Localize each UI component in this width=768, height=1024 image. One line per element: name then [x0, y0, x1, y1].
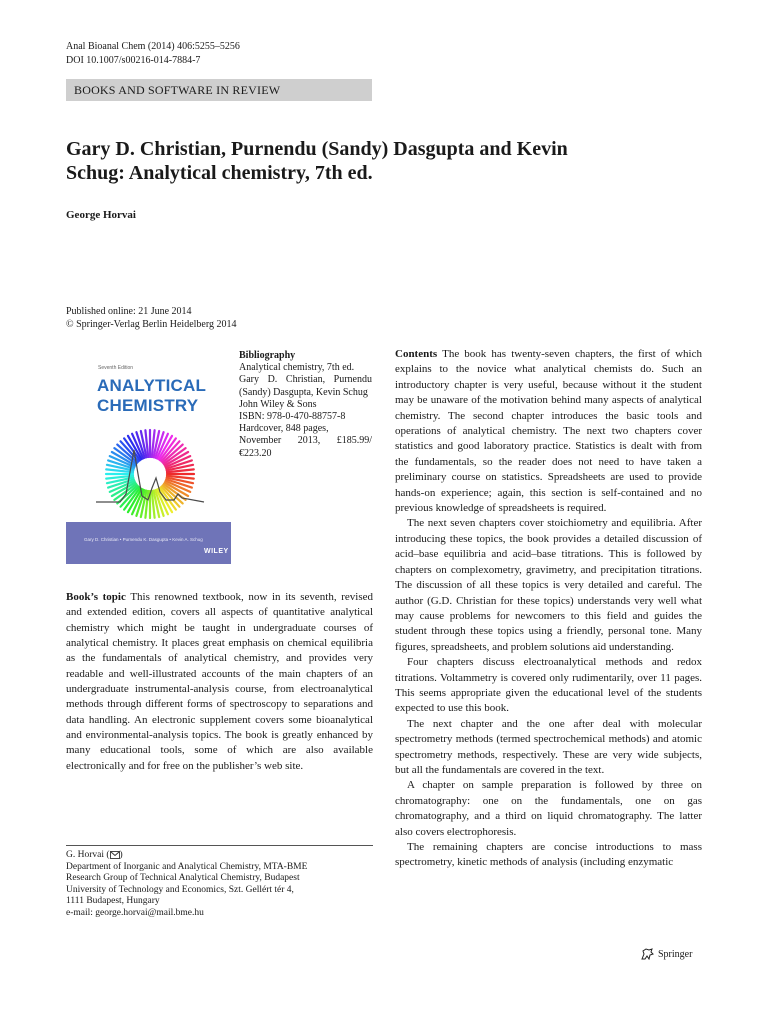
book-topic-text: This renowned textbook, now in its seventh, revised and extended edition, covers all aspects of quantitative analytical chemistry which might be taught in undergraduate courses of analytical chemistry. It places great emphasis on chemical equilibria as the fundamentals of analytical chemistry, and provides very readable and well-illustrated accounts of the main chapters of an undergraduate instrumental-analysis course, from electroanalytical methods through different forms of spectroscopy to separations and data handling. An electronic supplement covers some bioanalytical and environmental-analysis topics. The book is greatly enhanced by many educational tools, some of which are also available electronically and for free on the publisher’s web site.	[66, 591, 373, 772]
contents-paragraph-3: Four chapters discuss electroanalytical methods and redox titrations. Voltammetry is covered only rudimentarily, over 11 pages. This seems appropriate given the educational level of the students expected to use this book.	[395, 656, 702, 715]
cover-publisher-logo: WILEY	[204, 548, 229, 555]
springer-wordmark: Springer	[658, 948, 693, 960]
cover-authors: Gary D. Christian • Purnendu K. Dasgupta • Kevin A. Schug	[84, 537, 203, 542]
affiliation-name: G. Horvai	[66, 850, 104, 860]
cover-title-line-2: CHEMISTRY	[97, 396, 199, 415]
cover-title	[97, 376, 206, 416]
springer-logo	[640, 948, 692, 960]
bibliography-line: ISBN: 978-0-470-88757-8	[239, 411, 346, 423]
article-title	[66, 137, 666, 185]
cover-edition: Seventh Edition	[98, 365, 134, 371]
contents-paragraph-4: The next chapter and the one after deal with molecular spectrometry methods (termed spectrochemical methods) and atomic spectrometry methods, respectively. These are very wide subjects, but all the fundamentals are covered in the text.	[395, 717, 702, 776]
copyright: © Springer-Verlag Berlin Heidelberg 2014	[66, 319, 237, 330]
contents-section	[395, 347, 702, 871]
journal-meta	[66, 40, 240, 68]
contents-paragraph-5: A chapter on sample preparation is followed by three on chromatography: one on the fundamentals, one on gas chromatography, and a third on liquid chromatography. The latter also covers electrophoresis.	[395, 779, 702, 838]
bibliography-line: €223.20	[239, 447, 272, 459]
contents-paragraph-1	[395, 347, 702, 516]
cover-title-line-1: ANALYTICAL	[97, 376, 207, 395]
springer-horse-icon	[640, 948, 654, 960]
section-banner: BOOKS AND SOFTWARE IN REVIEW	[66, 79, 372, 101]
bibliography-line: Analytical chemistry, 7th ed.	[239, 362, 355, 374]
bibliography-box	[239, 350, 372, 460]
bibliography-line: (Sandy) Dasgupta, Kevin Schug	[239, 386, 368, 398]
contents-label: Contents	[395, 348, 438, 360]
bibliography-line: John Wiley & Sons	[239, 398, 317, 410]
article-author: George Horvai	[66, 209, 136, 221]
author-email[interactable]: e-mail: george.horvai@mail.bme.hu	[66, 907, 204, 918]
affiliation-line: 1111 Budapest, Hungary	[66, 896, 160, 907]
title-line-1: Gary D. Christian, Purnendu (Sandy) Dasgupta and Kevin	[66, 138, 568, 160]
book-cover	[66, 350, 231, 564]
author-affiliation	[66, 850, 373, 920]
bibliography-line: November 2013, £185.99/	[239, 435, 372, 447]
envelope-icon: ( )	[106, 850, 123, 860]
title-line-2: Schug: Analytical chemistry, 7th ed.	[66, 162, 373, 184]
contents-paragraph-6: The remaining chapters are concise introductions to mass spectrometry, kinetic methods of analysis (including enzymatic	[395, 841, 702, 869]
spectrum-wheel-illustration	[86, 414, 211, 522]
affiliation-name-line	[66, 850, 373, 862]
journal-reference: Anal Bioanal Chem (2014) 406:5255–5256	[66, 41, 240, 52]
affiliation-line: University of Technology and Economics, Szt. Gellért tér 4,	[66, 884, 294, 895]
affiliation-line: Department of Inorganic and Analytical Chemistry, MTA-BME	[66, 861, 308, 872]
contents-paragraph-2: The next seven chapters cover stoichiometry and equilibria. After introducing these topics, the book provides a detailed discussion of acid–base equilibria and acid–base titrations. This is followed by chapters on complexometry, gravimetry, and precipitation titrations. The discussion of all these topics is very detailed and careful. The author (G.D. Christian for these topics) understands very well what may cause problems for newcomers to this field and guides the student through these topics using a friendly, personal tone. Many figures, spreadsheets, and problem solutions aid understanding.	[395, 517, 702, 653]
contents-text-1: The book has twenty-seven chapters, the first of which explains to the novice what analytical chemists do. Such an introductory chapter is very useful, because without it the student may be unaware of the motivation behind many aspects of analytical chemistry. The second chapter introduces the basic tools and operations of analytical chemistry. The next two chapters cover statistics and good laboratory practice. Statistics is dealt with from the fundamentals, so the reader does not need to have taken a preliminary course on statistics. Spreadsheets are used to provide hands-on experience; again, this section is self-contained and no previous knowledge of spreadsheets is required.	[395, 348, 702, 515]
bibliography-heading: Bibliography	[239, 350, 296, 361]
footnote-divider	[66, 845, 373, 846]
doi: DOI 10.1007/s00216-014-7884-7	[66, 55, 201, 66]
published-date: Published online: 21 June 2014	[66, 306, 192, 317]
cover-white-panel	[66, 350, 231, 522]
affiliation-line: Research Group of Technical Analytical Chemistry, Budapest	[66, 873, 300, 884]
bibliography-line: Gary D. Christian, Purnendu	[239, 374, 372, 386]
book-topic-label: Book’s topic	[66, 591, 126, 603]
publication-info	[66, 305, 237, 331]
book-topic-paragraph	[66, 590, 373, 774]
bibliography-line: Hardcover, 848 pages,	[239, 423, 329, 435]
